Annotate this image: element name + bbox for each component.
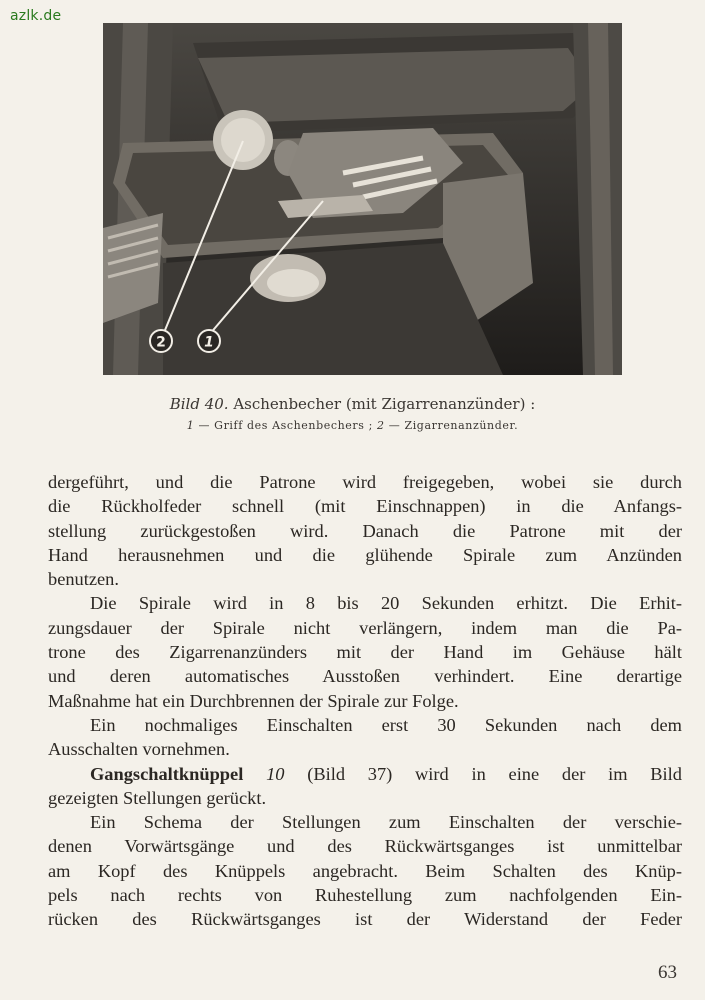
paragraph-1 [48, 470, 682, 591]
text-line: Maßnahme hat ein Durchbrennen der Spirale zur Folge. [48, 690, 459, 711]
figure-label: Bild 40. [169, 395, 229, 413]
ashtray-photo-illustration [103, 23, 622, 375]
term-gangschaltknueppel: Gangschaltknüppel [90, 763, 244, 784]
body-text [48, 470, 682, 932]
text-line: Hand herausnehmen und die glühende Spirale zum Anzünden [48, 544, 682, 565]
text-line: Ein nochmaliges Einschalten erst 30 Sekunden nach dem [90, 714, 682, 735]
text-line: Ein Schema der Stellungen zum Einschalten der verschie- [90, 812, 682, 833]
text-line: denen Vorwärtsgänge und des Rückwärtsganges ist unmittelbar [48, 836, 682, 857]
paragraph-2 [48, 591, 682, 712]
text-line: dergeführt, und die Patrone wird freigegeben, wobei sie durch [48, 472, 682, 492]
text-line: gezeigten Stellungen gerückt. [48, 787, 267, 808]
ashtray-photo [103, 23, 622, 375]
dashboard-panel [198, 48, 593, 123]
figure-title: Aschenbecher (mit Zigarrenanzünder) : [233, 395, 536, 413]
text-line: zungsdauer der Spirale nicht verlängern, indem man die Pa- [48, 617, 682, 638]
paragraph-3 [48, 713, 682, 762]
figure-caption [0, 395, 705, 413]
callout-2-label: 2 [156, 334, 166, 351]
legend-1-text: — Griff des Aschenbechers ; [198, 419, 373, 432]
text-line: rücken des Rückwärtsganges ist der Widerstand der Feder [48, 909, 682, 930]
text-line: stellung zurückgestoßen wird. Danach die Patrone mit der [48, 520, 682, 541]
text-line: Ausschalten vornehmen. [48, 739, 230, 760]
legend-1-number: 1 [186, 419, 195, 432]
text-line [48, 762, 682, 786]
text-line: trone des Zigarrenanzünders mit der Hand im Gehäuse hält [48, 642, 682, 663]
page-number: 63 [658, 962, 677, 983]
legend-2-text: — Zigarrenanzünder. [388, 419, 519, 432]
text-line: am Kopf des Knüppels angebracht. Beim Schalten des Knüp- [48, 860, 682, 881]
text-line: und deren automatisches Ausstoßen verhindert. Eine derartige [48, 666, 682, 687]
legend-2-number: 2 [377, 419, 385, 432]
text-line: Die Spirale wird in 8 bis 20 Sekunden erhitzt. Die Erhit- [90, 593, 682, 614]
reference-number: 10 [266, 763, 285, 784]
text-line: benutzen. [48, 569, 119, 590]
paragraph-4 [48, 762, 682, 811]
figure-legend [0, 419, 705, 432]
text-fragment: (Bild 37) wird in eine der im Bild [307, 763, 682, 784]
watermark: azlk.de [10, 8, 62, 24]
text-line: pels nach rechts von Ruhestellung zum nachfolgenden Ein- [48, 885, 682, 906]
paragraph-5 [48, 810, 682, 931]
callout-1-label: 1 [204, 334, 214, 351]
text-line: die Rückholfeder schnell (mit Einschnappen) in die Anfangs- [48, 496, 682, 517]
